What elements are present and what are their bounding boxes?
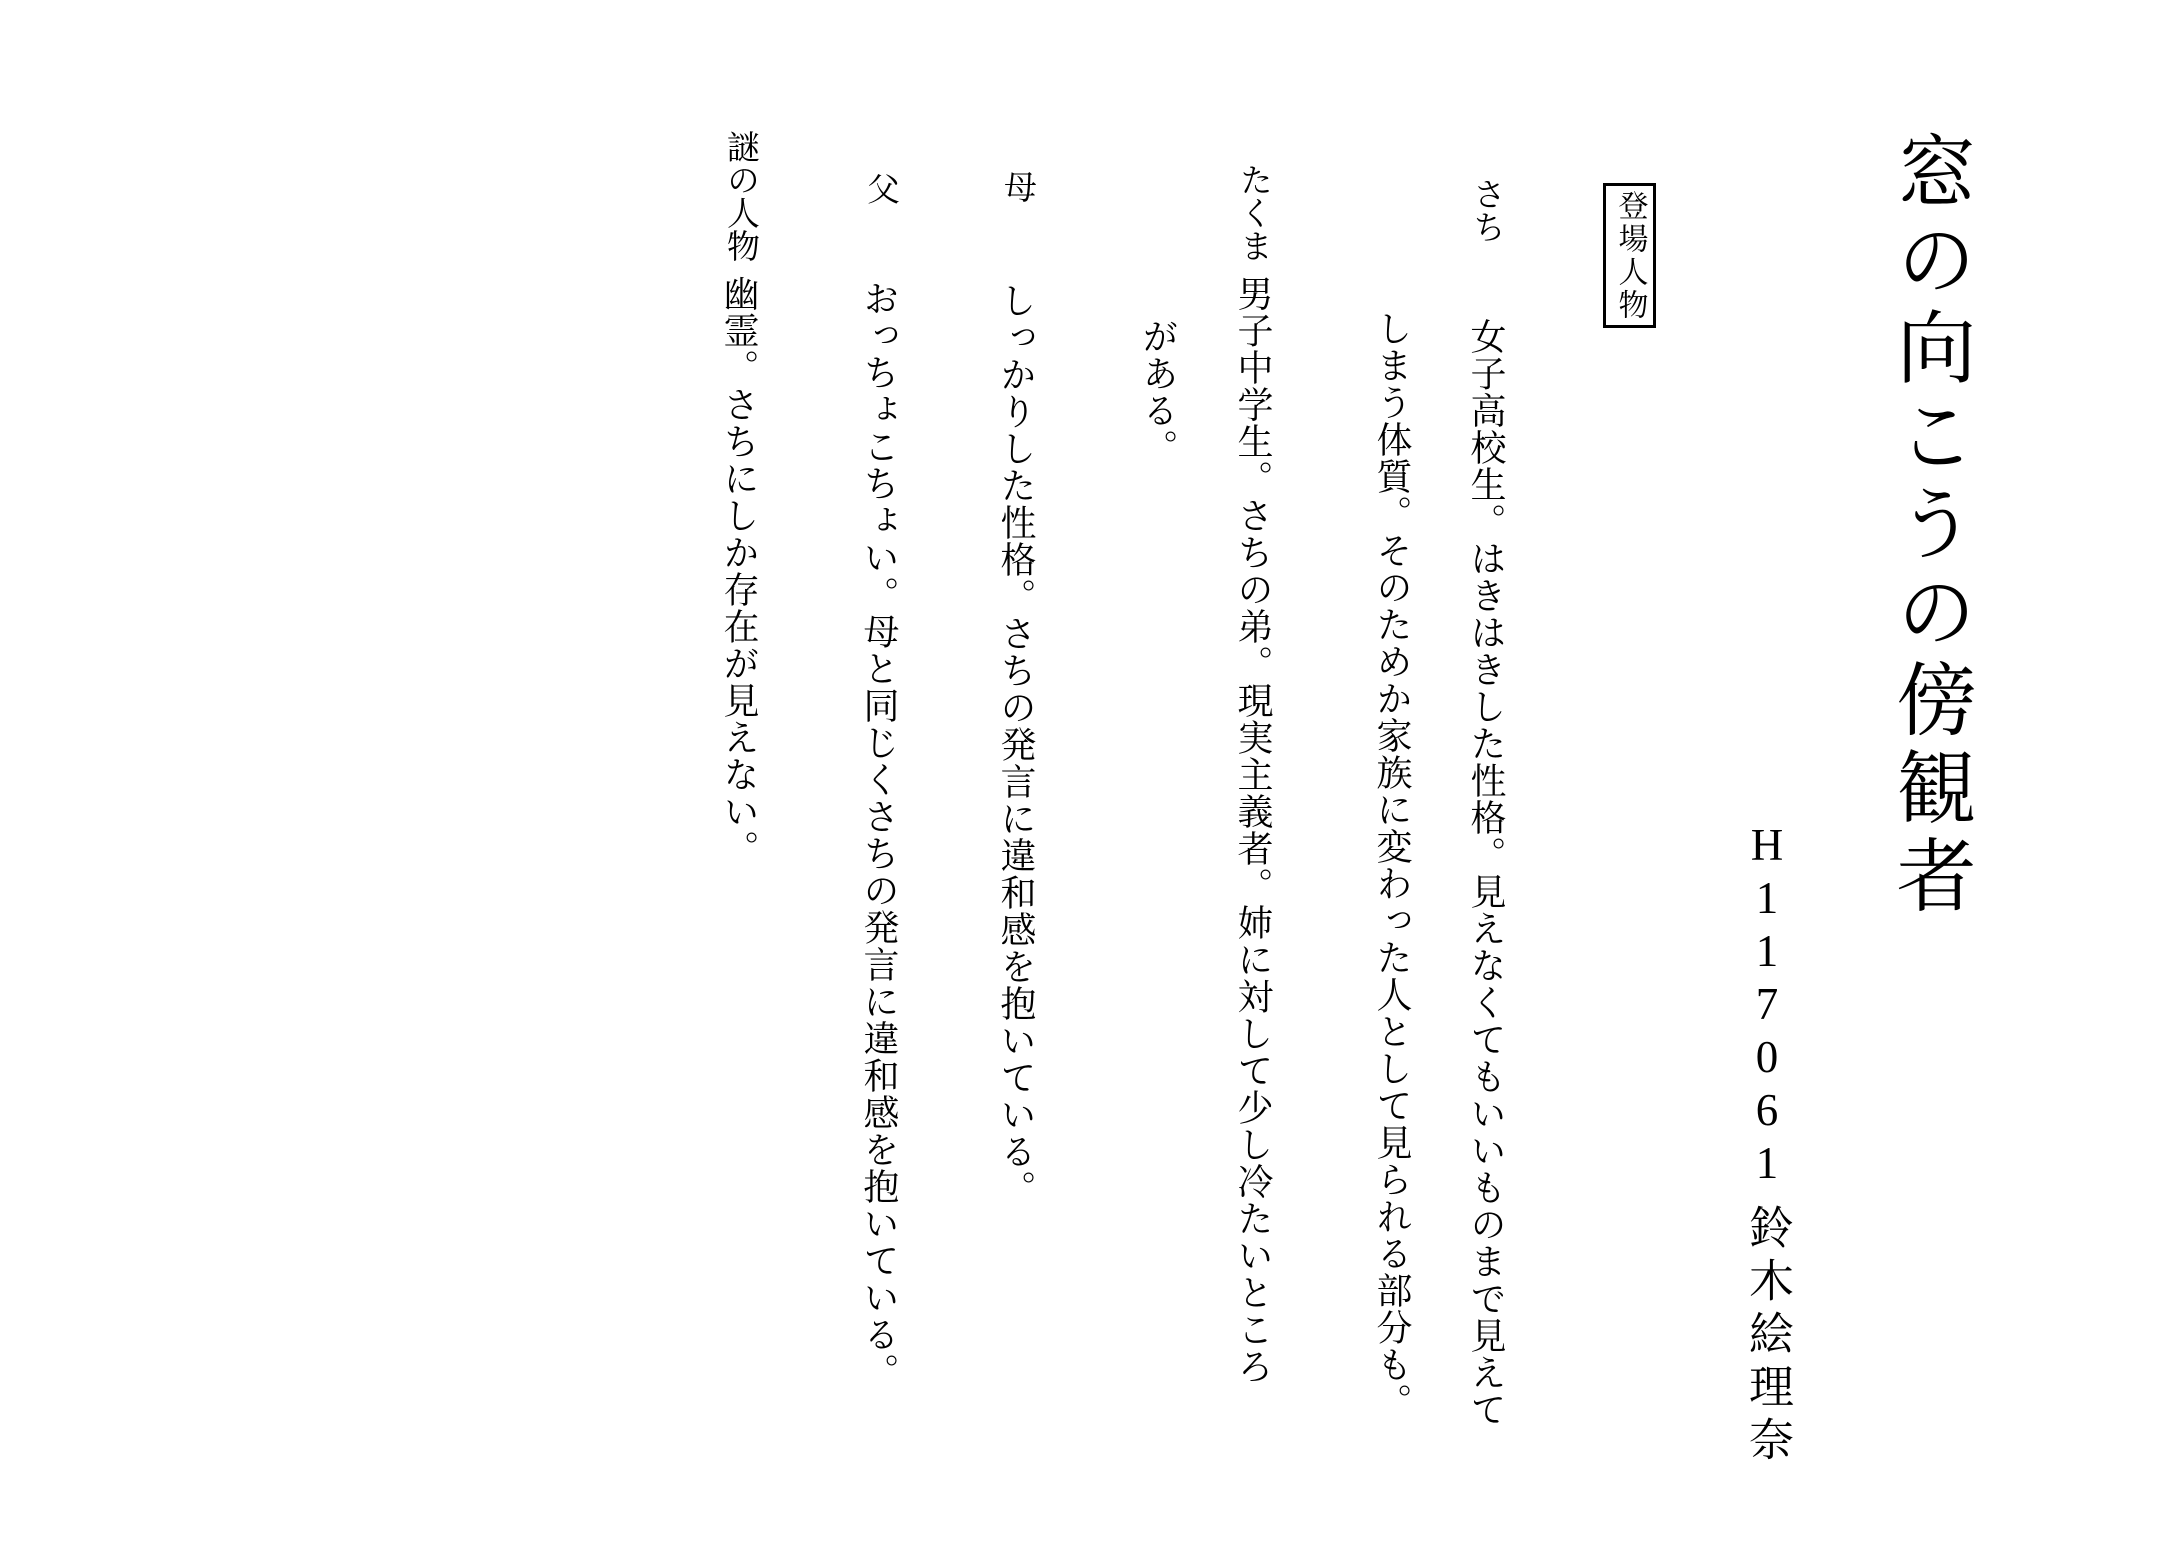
character-description-line: おっちょこちょい。母と同じくさちの発言に違和感を抱いている。 (859, 280, 899, 1390)
author-id: H117061 (1742, 820, 1792, 1191)
character-name-takuma: たくま (1235, 163, 1271, 262)
script-title: 窓の向こうの傍観者 (1884, 130, 1972, 922)
character-description-line: しっかりした性格。さちの発言に違和感を抱いている。 (996, 282, 1036, 1207)
cast-heading-box (1603, 183, 1656, 328)
character-description-line: がある。 (1138, 318, 1178, 466)
character-description-line: 男子中学生。さちの弟。現実主義者。姉に対して少し冷たいところ (1233, 275, 1273, 1385)
author-name: 鈴木絵理奈 (1742, 1204, 1792, 1469)
character-name-mystery-person: 謎の人物 (722, 130, 758, 262)
character-description-line: 幽霊。さちにしか存在が見えない。 (719, 275, 759, 867)
character-name-sachi: さち (1468, 177, 1504, 243)
character-name-father: 父 (862, 172, 898, 205)
character-description-line: 女子高校生。はきはきした性格。見えなくてもいいものまで見えて (1466, 318, 1506, 1428)
cast-heading: 登場人物 (1613, 189, 1647, 322)
character-description-line: しまう体質。そのためか家族に変わった人として見られる部分も。 (1372, 310, 1412, 1420)
character-name-mother: 母 (999, 170, 1035, 203)
